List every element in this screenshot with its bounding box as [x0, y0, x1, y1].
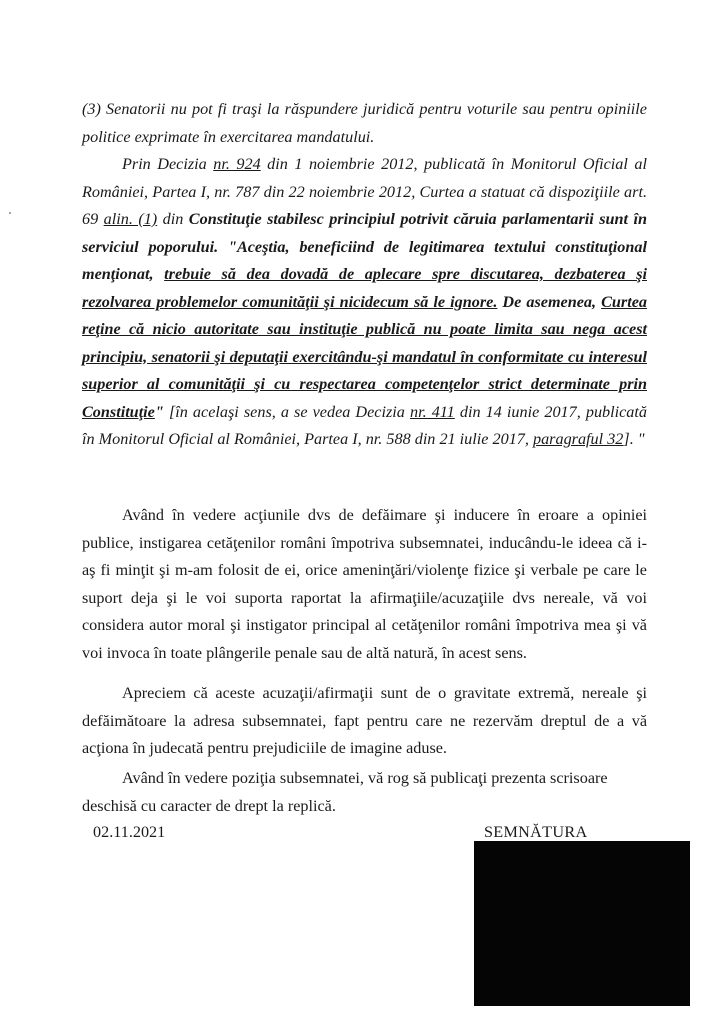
decision-bold-text-2: De asemenea, — [497, 292, 602, 311]
decision-text-5: din 14 iunie 2017, publicată în Monitorul Oficial al României, Partea I, nr. 588 din 21 iulie 2017, — [82, 402, 647, 448]
decision-text-2: din 1 noiembrie 2012, publicată în Monitorul Oficial al României, Partea I, nr. 787 din 22 noiembrie 2012, Curtea a statuat că dispoziţiile art. 69 — [82, 155, 647, 228]
scan-speck — [9, 212, 11, 214]
decision-text-4: [în acelaşi sens, a se vedea Decizia — [163, 402, 410, 421]
decision-text-1: Prin Decizia — [122, 155, 214, 173]
letter-date: 02.11.2021 — [93, 823, 166, 841]
paragraph-defamation: Având în vedere acţiunile dvs de defăimare şi inducere în eroare a opiniei publice, instigarea cetăţenilor români împotriva subsemnatei, inducându-le ideea că i-aş fi minţit şi m-am folosit de ei, orice ameninţări/violenţe fizice şi verbale pe care le suport deja şi le voi suporta raportat la afirmaţiile/acuzaţiile dvs nereale, vă voi considera autor moral şi instigator principal al cetăţenilor români împotriva mea şi vă voi invoca în toate plângerile penale sau de altă natură, în acest sens. — [82, 506, 647, 662]
alin-1-link: alin. (1) — [103, 210, 158, 228]
redacted-signature-block — [474, 841, 690, 1006]
paragraph-ccr-decision — [82, 151, 647, 454]
decision-924-link: nr. 924 — [213, 155, 261, 173]
decision-text-6: ]. " — [623, 430, 645, 448]
decision-411-link: nr. 411 — [409, 402, 455, 421]
decision-bold-text-1: Constituţie stabilesc principiul potrivit căruia parlamentarii sunt în serviciul poporului. "Aceştia, beneficiind de legitimarea textului constituţional menţionat, — [82, 210, 648, 283]
decision-underlined-text-1: trebuie să dea dovadă de aplecare spre discutarea, dezbaterea şi rezolvarea problemelor comunităţii şi nicidecum să le ignore. — [82, 265, 647, 311]
decision-underlined-text-2: Curtea reţine că nicio autoritate sau instituţie publică nu poate limita sau nega acest principiu, senatorii şi deputaţii exercitându-şi mandatul în conformitate cu interesul superior al comunităţii şi cu respectarea competenţelor strict determinate prin Constituţie — [82, 292, 648, 421]
decision-text-3: din — [157, 210, 189, 228]
decision-closing-quote: " — [154, 402, 164, 421]
paragraph-article-69-3: (3) Senatorii nu pot fi traşi la răspundere juridică pentru voturile sau pentru opiniile politice exprimate în exercitarea mandatului. — [82, 100, 647, 146]
paragraph-gravity: Apreciem că aceste acuzaţii/afirmaţii sunt de o gravitate extremă, nereale şi defăimătoare la adresa subsemnatei, fapt pentru care ne rezervăm dreptul de a vă acţiona în judecată pentru prejudiciile de imagine aduse. — [82, 684, 647, 757]
signature-label: SEMNĂTURA — [484, 823, 588, 841]
paragraph-32-link: paragraful 32 — [532, 430, 624, 448]
paragraph-publication-request: Având în vedere poziţia subsemnatei, vă rog să publicaţi prezenta scrisoare deschisă cu caracter de drept la replică. — [82, 769, 608, 815]
